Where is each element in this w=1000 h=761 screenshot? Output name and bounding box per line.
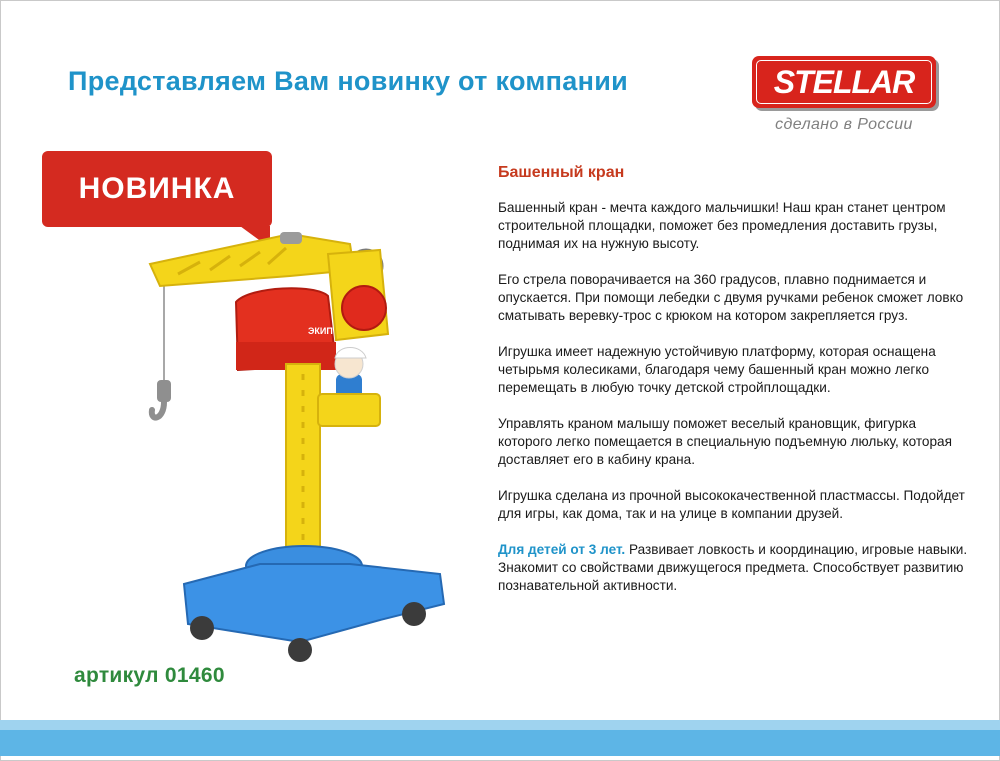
crane-cabin — [236, 288, 336, 370]
description-paragraph: Игрушка сделана из прочной высококачественной пластмассы. Подойдет для игры, как дома, так и на улице в компании друзей. — [498, 488, 965, 521]
crane-base — [184, 546, 444, 662]
headline: Представляем Вам новинку от компании — [68, 66, 629, 96]
description-paragraph: Управлять краном малышу поможет веселый крановщик, фигурка которого легко помещается в специальную подъемную люльку, которая доставляет его в кабину крана. — [498, 416, 952, 467]
winch-handle — [280, 232, 302, 244]
new-badge — [42, 151, 272, 227]
stellar-logo — [752, 56, 936, 108]
logo-text: STELLAR — [773, 63, 915, 100]
footer-stripe — [0, 730, 1000, 756]
logo-tagline: сделано в России — [775, 116, 913, 133]
crane-jib — [150, 234, 354, 286]
counterweight — [342, 286, 386, 330]
wheel-icon — [190, 616, 214, 640]
age-label: Для детей от 3 лет. — [498, 542, 626, 557]
tower-crane-toy-image — [140, 224, 460, 664]
description-paragraph: Его стрела поворачивается на 360 градусов, плавно поднимается и опускается. При помощи лебедки с двумя ручками ребенок сможет ловко сматывать веревку-трос с крюком на котором закрепляется груз. — [498, 272, 964, 323]
hook-icon — [152, 380, 171, 418]
wheel-icon — [402, 602, 426, 626]
cabin-logo: ЭКИП — [308, 326, 333, 336]
description-paragraph: Башенный кран - мечта каждого мальчишки! Наш кран станет центром строительной площадки, поможет без промедления доставить грузы, поднимая их на нужную высоту. — [498, 200, 946, 251]
product-description — [498, 199, 968, 613]
lift-basket — [318, 394, 380, 426]
new-badge-label: НОВИНКА — [78, 172, 236, 205]
crane-mast — [286, 364, 320, 564]
article-number: артикул 01460 — [74, 664, 225, 687]
wheel-icon — [288, 638, 312, 662]
product-title: Башенный кран — [498, 164, 625, 181]
description-paragraph-age — [498, 541, 968, 595]
age-paragraph-text: Развивает ловкость и координацию, игровые навыки. Знакомит со свойствами движущегося предмета. Способствует развитию познавательной активности. — [498, 542, 968, 593]
footer-stripe-light — [0, 720, 1000, 730]
crane-operator-figure — [335, 348, 366, 401]
description-paragraph: Игрушка имеет надежную устойчивую платформу, которая оснащена четырьмя колесиками, благодаря чему башенный кран можно легко перемещать в любую точку детской стройплощадки. — [498, 344, 936, 395]
